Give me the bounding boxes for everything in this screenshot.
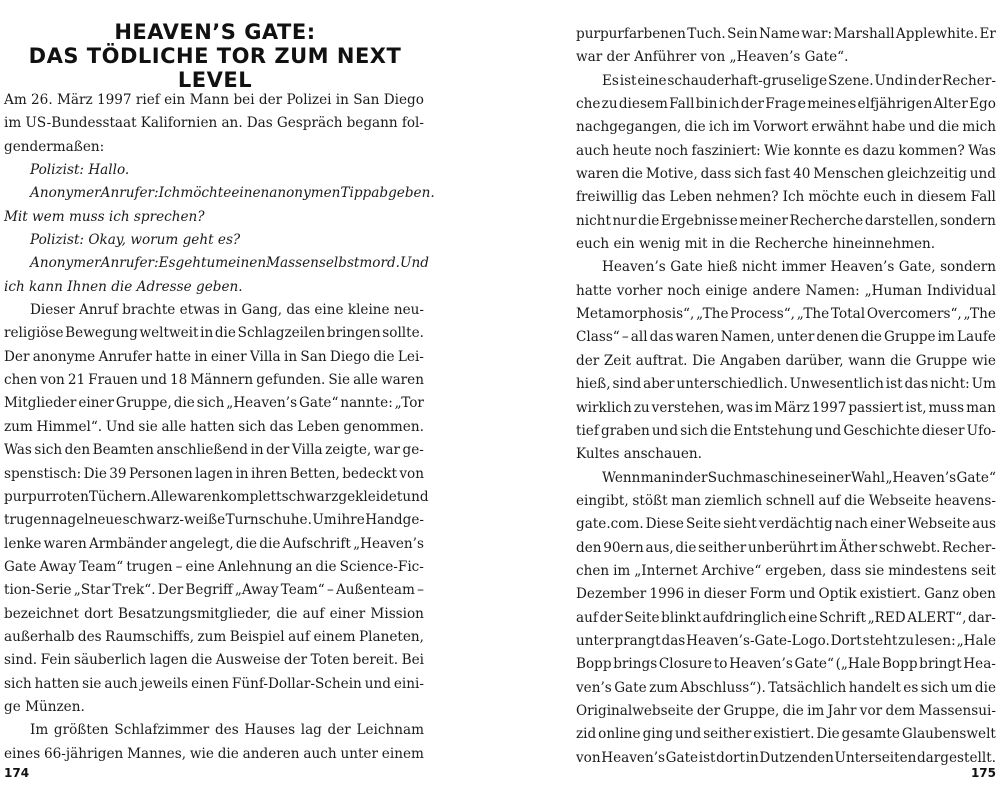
text-line: hatte vorher noch einige andere Namen: „Human Individual <box>576 282 996 299</box>
text-line: im US-Bundesstaat Kalifornien an. Das Gespräch begann fol- <box>4 115 424 132</box>
text-line: waren die Motive, dass sich fast 40 Menschen gleichzeitig und <box>576 166 996 183</box>
text-line: Dieser Anruf brachte etwas in Gang, das eine kleine neu- <box>30 302 424 319</box>
text-line: nachgegangen, die ich im Vorwort erwähnt habe und die mich <box>576 119 996 136</box>
text-line: Was sich den Beamten anschließend in der Villa zeigte, war ge- <box>4 442 424 459</box>
text-line: Kultes anschauen. <box>576 446 702 463</box>
text-line: Anonymer Anrufer: Ich möchte einen anonymen Tipp abgeben. <box>30 185 435 202</box>
text-line: den 90ern aus, die seither unberührt im Äther schwebt. Recher- <box>576 539 996 556</box>
text-line: Anonymer Anrufer: Es geht um einen Massenselbstmord. Und <box>30 255 429 272</box>
text-line: trugen nagelneue schwarz-weiße Turnschuhe. Um ihre Handge- <box>4 512 424 529</box>
text-line: Class“ – all das waren Namen, unter denen die Gruppe im Laufe <box>576 329 996 346</box>
chapter-title-line-1: HEAVEN’S GATE: <box>114 20 316 44</box>
text-line: lenke waren Armbänder angelegt, die die Aufschrift „Heaven’s <box>4 535 424 552</box>
text-line: Es ist eine schauderhaft-gruselige Szene. Und in der Recher- <box>602 72 996 89</box>
text-line: ven’s Gate zum Abschluss“). Tatsächlich handelt es sich um die <box>576 679 996 696</box>
right-page <box>500 0 1000 800</box>
chapter-title <box>0 20 430 92</box>
page-number-left: 174 <box>4 766 30 780</box>
text-line: Polizist: Okay, worum geht es? <box>30 232 241 249</box>
text-line: Heaven’s Gate hieß nicht immer Heaven’s Gate, sondern <box>602 259 996 276</box>
text-line: nicht nur die Ergebnisse meiner Recherche darstellen, sondern <box>576 212 996 229</box>
text-line: eingibt, stößt man ziemlich schnell auf die Webseite heavens- <box>576 492 996 509</box>
text-line: purpurfarbenen Tuch. Sein Name war: Marshall Applewhite. Er <box>576 26 996 42</box>
text-line: religiöse Bewegung weltweit in die Schlagzeilen bringen sollte. <box>4 325 424 342</box>
right-page-body <box>576 23 996 770</box>
text-line: Mit wem muss ich sprechen? <box>4 208 205 225</box>
text-line: Polizist: Hallo. <box>30 162 130 179</box>
text-line: bezeichnet dort Besatzungsmitglieder, die auf einer Mission <box>4 605 424 622</box>
text-line: unter prangt das Heaven’s-Gate-Logo. Dort steht zu lesen: „Hale <box>576 632 996 649</box>
text-line: Gate Away Team“ trugen – eine Anlehnung an die Science-Fic- <box>4 558 424 575</box>
text-line: außerhalb des Raumschiffs, zum Beispiel auf einem Planeten, <box>4 628 424 645</box>
text-line: Mitglieder einer Gruppe, die sich „Heaven’s Gate“ nannte: „Tor <box>4 395 424 412</box>
text-line: eines 66-jährigen Mannes, wie die anderen auch unter einem <box>4 745 424 762</box>
left-page-body <box>4 89 435 766</box>
text-line: spenstisch: Die 39 Personen lagen in ihren Betten, bedeckt von <box>4 465 424 482</box>
text-line: che zu diesem Fall bin ich der Frage meines elfjährigen Alter Ego <box>576 96 996 113</box>
text-line: der Zeit auftrat. Die Angaben darüber, wann die Gruppe wie <box>576 352 996 369</box>
text-line: Metamorphosis“, „The Process“, „The Total Overcomers“, „The <box>576 306 996 323</box>
text-line: wirklich zu verstehen, was im März 1997 passiert ist, muss man <box>576 399 996 416</box>
text-line: freiwillig das Leben nehmen? Ich möchte euch in diesem Fall <box>576 189 996 206</box>
text-line: auch heute noch fasziniert: Wie konnte es dazu kommen? Was <box>576 142 996 159</box>
text-line: chen im „Internet Archive“ ergeben, dass sie mindestens seit <box>576 562 996 579</box>
text-line: hieß, sind aber unterschiedlich. Unwesentlich ist das nicht: Um <box>576 376 996 393</box>
text-line: Im größten Schlafzimmer des Hauses lag der Leichnam <box>30 722 424 739</box>
text-line: gate.com. Diese Seite sieht verdächtig nach einer Webseite aus <box>576 516 996 533</box>
text-line: auf der Seite blinkt aufdringlich eine Schrift „RED ALERT“, dar- <box>576 609 996 626</box>
text-line: war der Anführer von „Heaven’s Gate“. <box>576 49 849 66</box>
text-line: ge Münzen. <box>4 698 85 715</box>
text-line: von Heaven’s Gate ist dort in Dutzenden Unterseiten dargestellt. <box>576 749 996 766</box>
text-line: Am 26. März 1997 rief ein Mann bei der Polizei in San Diego <box>4 92 424 108</box>
text-line: Wenn man in der Suchmaschine seiner Wahl „Heaven’s Gate“ <box>602 469 996 486</box>
chapter-title-line-2: DAS TÖDLICHE TOR ZUM NEXT LEVEL <box>28 44 402 92</box>
text-line: zid online ging und seither existiert. Die gesamte Glaubenswelt <box>576 726 996 743</box>
text-line: purpurroten Tüchern. Alle waren komplett schwarz gekleidet und <box>4 488 429 505</box>
text-line: tief graben und sich die Entstehung und Geschichte dieser Ufo- <box>576 422 996 439</box>
text-line: zum Himmel“. Und sie alle hatten sich das Leben genommen. <box>4 418 424 435</box>
page-number-right: 175 <box>970 766 996 780</box>
text-line: tion-Serie „Star Trek“. Der Begriff „Away Team“ – Außenteam – <box>4 582 424 599</box>
text-line: Bopp brings Closure to Heaven’s Gate“ („Hale Bopp bringt Hea- <box>576 656 996 673</box>
text-line: Der anonyme Anrufer hatte in einer Villa in San Diego die Lei- <box>4 348 424 365</box>
text-line: Originalwebseite der Gruppe, die im Jahr vor dem Massensui- <box>576 702 996 719</box>
text-line: ich kann Ihnen die Adresse geben. <box>4 278 243 295</box>
text-line: Dezember 1996 in dieser Form und Optik existiert. Ganz oben <box>576 586 996 603</box>
text-line: euch ein wenig mit in die Recherche hineinnehmen. <box>576 236 936 253</box>
text-line: gendermaßen: <box>4 138 105 155</box>
text-line: sich hatten sie auch jeweils einen Fünf-Dollar-Schein und eini- <box>4 675 424 692</box>
text-line: chen von 21 Frauen und 18 Männern gefunden. Sie alle waren <box>4 372 424 389</box>
text-line: sind. Fein säuberlich lagen die Ausweise der Toten bereit. Bei <box>4 652 424 669</box>
